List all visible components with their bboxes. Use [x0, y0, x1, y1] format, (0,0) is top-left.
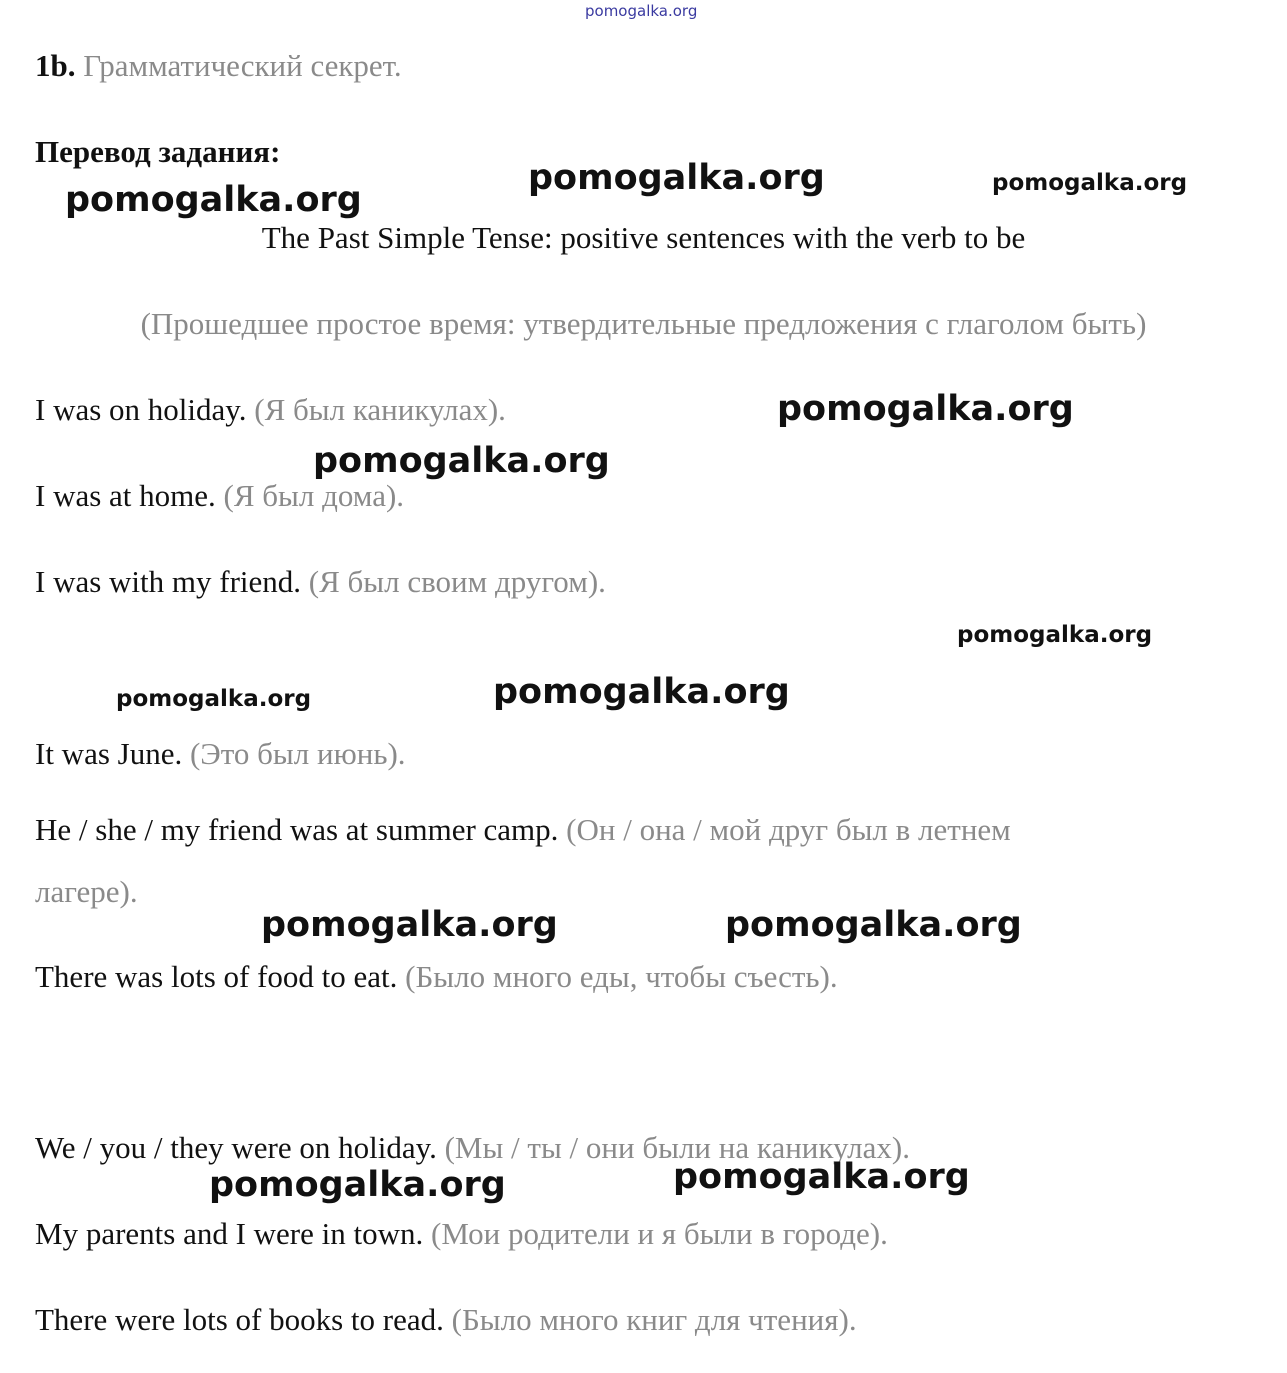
sentence-english: It was June. — [35, 736, 183, 771]
sentence-english: We / you / they were on holiday. — [35, 1130, 437, 1165]
sentence-english: There were lots of books to read. — [35, 1302, 444, 1337]
watermark: pomogalka.org — [313, 441, 610, 481]
watermark: pomogalka.org — [673, 1157, 970, 1197]
watermark: pomogalka.org — [493, 672, 790, 712]
sentence-6 — [35, 959, 838, 995]
sentence-translation: (Было много еды, чтобы съесть). — [405, 959, 838, 994]
watermark: pomogalka.org — [116, 686, 312, 712]
rule-heading: The Past Simple Tense: positive sentences with the verb to be — [261, 220, 1026, 255]
exercise-title: Грамматический секрет. — [83, 48, 402, 83]
exercise-number: 1b. — [35, 48, 76, 83]
sentence-translation: (Мои родители и я были в городе). — [431, 1216, 888, 1251]
sentence-2 — [35, 478, 404, 514]
watermark: pomogalka.org — [777, 389, 1074, 429]
sentence-8 — [35, 1216, 888, 1252]
watermark-top: pomogalka.org — [585, 2, 698, 20]
sentence-9 — [35, 1302, 857, 1338]
sentence-1 — [35, 392, 506, 428]
sentence-english: There was lots of food to eat. — [35, 959, 398, 994]
watermark: pomogalka.org — [261, 905, 558, 945]
sentence-5-continuation: лагере). — [35, 874, 138, 909]
section-label: Перевод задания: — [35, 134, 281, 169]
sentence-translation: (Я был дома). — [223, 478, 405, 513]
sentence-translation: (Я был каникулах). — [254, 392, 506, 427]
watermark: pomogalka.org — [209, 1165, 506, 1205]
sentence-english: He / she / my friend was at summer camp. — [35, 812, 559, 847]
sentence-translation: (Я был своим другом). — [308, 564, 606, 599]
sentence-translation: (Было много книг для чтения). — [451, 1302, 857, 1337]
sentence-translation: (Это был июнь). — [189, 736, 406, 771]
watermark: pomogalka.org — [725, 905, 1022, 945]
sentence-4 — [35, 736, 406, 772]
exercise-header — [35, 48, 402, 84]
sentence-english: I was with my friend. — [35, 564, 302, 599]
sentence-translation: (Мы / ты / они были на каникулах). — [444, 1130, 910, 1165]
sentence-3 — [35, 564, 606, 600]
rule-translation: (Прошедшее простое время: утвердительные предложения с глаголом быть) — [140, 306, 1147, 341]
sentence-english: I was on holiday. — [35, 392, 247, 427]
sentence-english: My parents and I were in town. — [35, 1216, 424, 1251]
watermark: pomogalka.org — [992, 170, 1188, 196]
watermark: pomogalka.org — [65, 180, 362, 220]
watermark: pomogalka.org — [528, 158, 825, 198]
watermark: pomogalka.org — [957, 622, 1153, 648]
sentence-translation: (Он / она / мой друг был в летнем — [566, 812, 1011, 847]
sentence-5 — [35, 812, 1011, 848]
sentence-english: I was at home. — [35, 478, 216, 513]
